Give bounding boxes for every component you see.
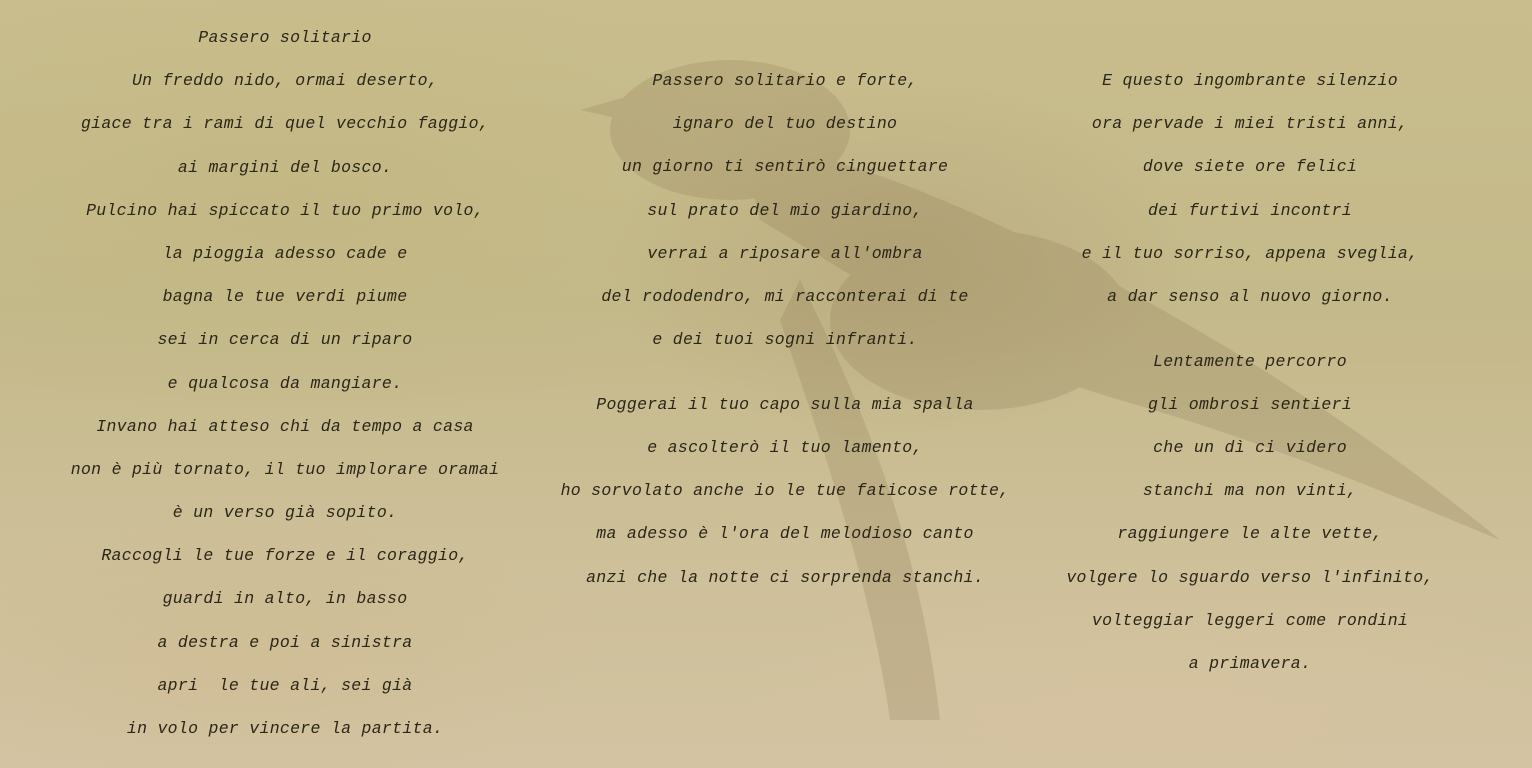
- poem-line: ora pervade i miei tristi anni,: [1091, 114, 1409, 134]
- poem-line: Lentamente percorro: [1153, 351, 1347, 371]
- poem-line: gli ombrosi sentieri: [1147, 394, 1353, 414]
- poem-line: giace tra i rami di quel vecchio faggio,: [80, 114, 490, 134]
- poem-line: ma adesso è l'ora del melodioso canto: [596, 524, 974, 544]
- poem-line: e il tuo sorriso, appena sveglia,: [1081, 243, 1419, 263]
- poem-line: raggiungere le alte vette,: [1117, 524, 1383, 544]
- poem-line: verrai a riposare all'ombra: [647, 243, 923, 263]
- poem-line: Passero solitario e forte,: [652, 71, 918, 90]
- poem-title: Passero solitario: [198, 28, 372, 47]
- poem-line: dei furtivi incontri: [1147, 200, 1353, 220]
- poem-line: stanchi ma non vinti,: [1142, 481, 1358, 501]
- poem-line: dove siete ore felici: [1142, 157, 1358, 177]
- poem-line: Pulcino hai spiccato il tuo primo volo,: [86, 200, 484, 220]
- poem-line: sei in cerca di un riparo: [157, 330, 413, 350]
- poem-line: ai margini del bosco.: [177, 157, 393, 177]
- poem-line: sul prato del mio giardino,: [647, 200, 923, 220]
- poem-line: e ascolterò il tuo lamento,: [647, 438, 923, 458]
- poem-line: volgere lo sguardo verso l'infinito,: [1066, 567, 1434, 587]
- poem-line: un giorno ti sentirò cinguettare: [621, 157, 949, 177]
- poem-line: Poggerai il tuo capo sulla mia spalla: [596, 394, 974, 414]
- poem-column-3: [1040, 59, 1460, 685]
- poem-line: la pioggia adesso cade e: [162, 243, 408, 263]
- poem-line: ignaro del tuo destino: [672, 114, 898, 134]
- poem-line: guardi in alto, in basso: [162, 589, 408, 609]
- poem-line: bagna le tue verdi piume: [162, 287, 408, 307]
- poem-line: a dar senso al nuovo giorno.: [1107, 286, 1393, 306]
- poem-line: che un dì ci videro: [1153, 438, 1347, 458]
- poem-line: Raccogli le tue forze e il coraggio,: [101, 546, 469, 566]
- poem-column-2: [540, 59, 1030, 599]
- poem-line: Un freddo nido, ormai deserto,: [131, 71, 439, 91]
- poem-line: anzi che la notte ci sorprenda stanchi.: [586, 567, 984, 587]
- poem-column-1: [40, 16, 530, 750]
- stanza-gap: [540, 361, 1030, 383]
- poem-line: del rododendro, mi racconterai di te: [601, 286, 969, 306]
- poem-line: e dei tuoi sogni infranti.: [652, 330, 918, 350]
- poem-line: E questo ingombrante silenzio: [1102, 71, 1398, 90]
- stanza-gap: [1040, 318, 1460, 340]
- poem-line: in volo per vincere la partita.: [126, 719, 444, 738]
- poem-line: e qualcosa da mangiare.: [167, 373, 403, 393]
- poem-line: ho sorvolato anche io le tue faticose rotte,: [560, 481, 1010, 501]
- poem-line: non è più tornato, il tuo implorare oramai: [70, 459, 500, 479]
- poem-line: apri le tue ali, sei già: [157, 675, 413, 695]
- poem-line: a destra e poi a sinistra: [157, 632, 413, 652]
- poem-line: a primavera.: [1188, 654, 1312, 674]
- poem-line: è un verso già sopito.: [172, 503, 398, 523]
- poem-line: Invano hai atteso chi da tempo a casa: [96, 416, 474, 436]
- poem-line: volteggiar leggeri come rondini: [1091, 610, 1409, 630]
